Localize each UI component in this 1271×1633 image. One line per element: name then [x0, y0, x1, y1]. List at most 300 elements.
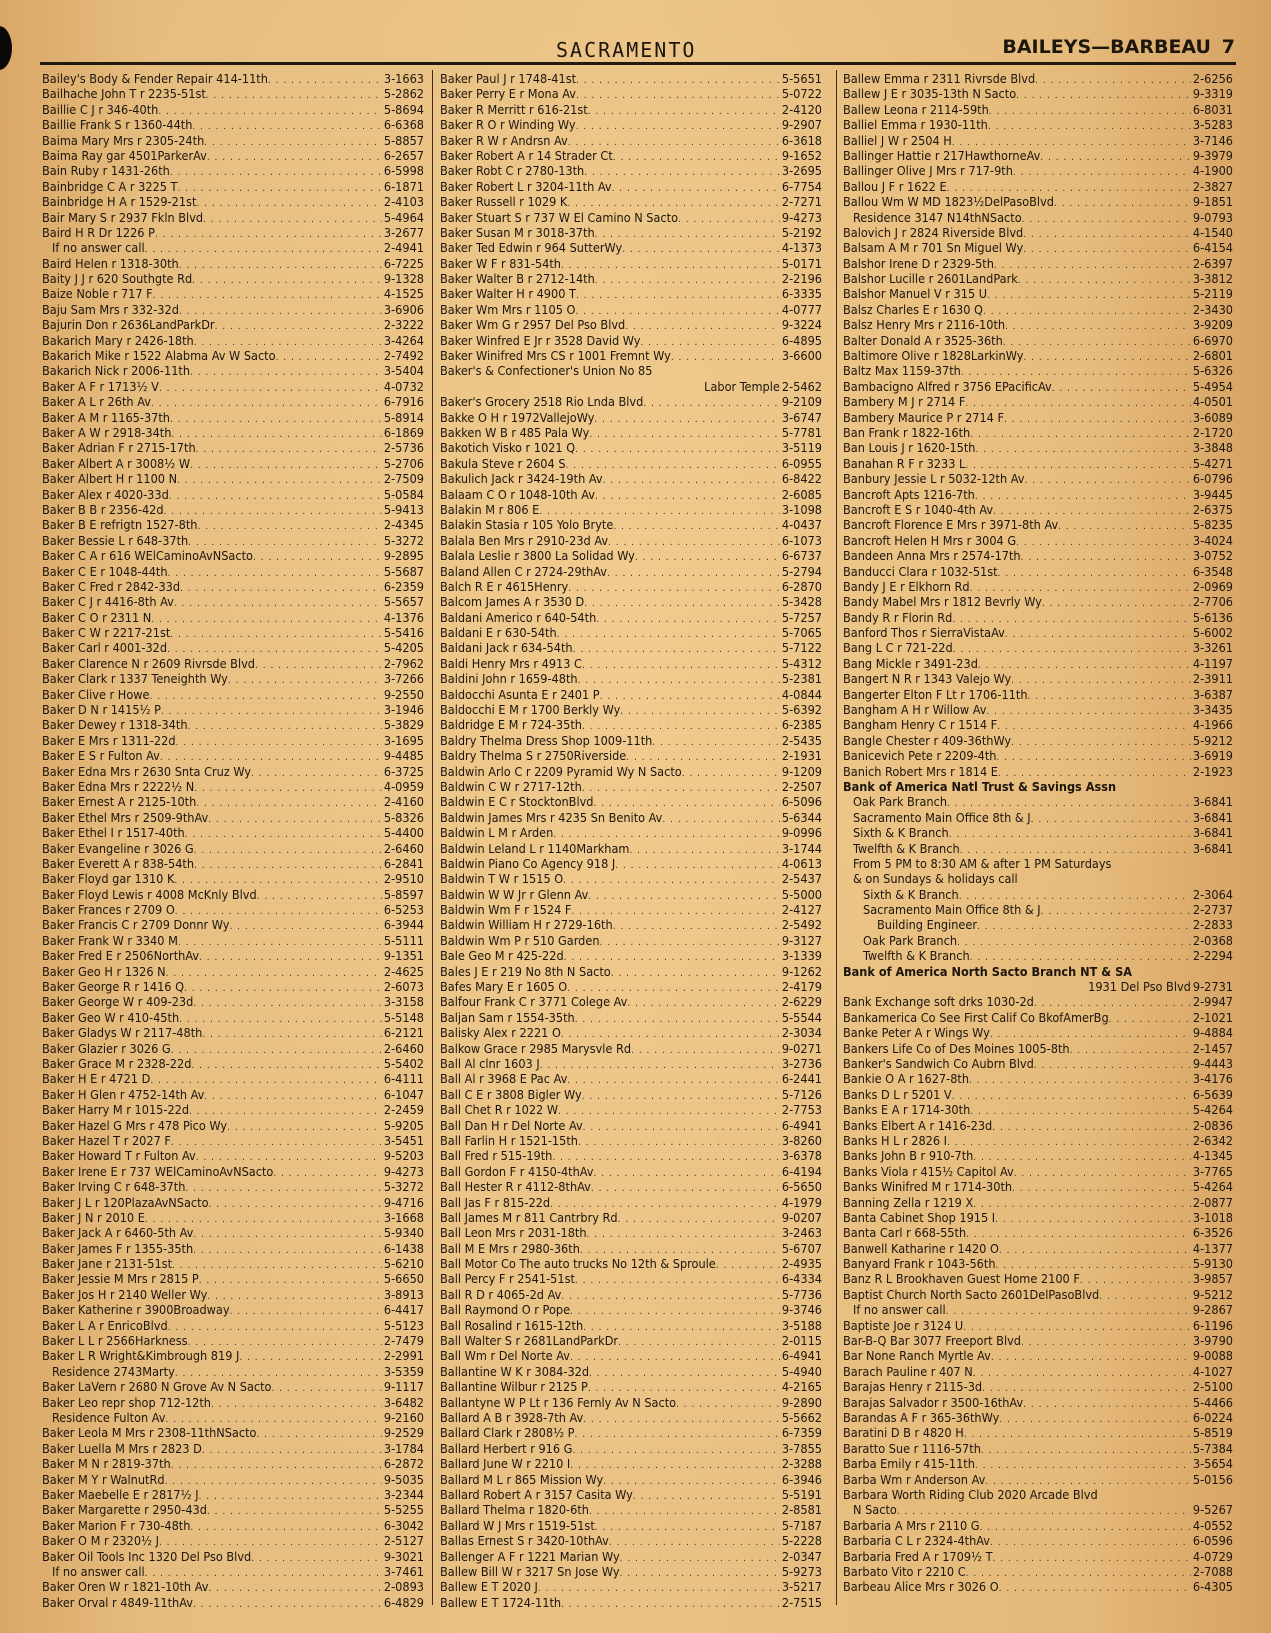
phone-number: 2-1457 [1192, 1040, 1233, 1056]
phone-number: 5-5000 [781, 886, 822, 902]
leader-dots [206, 86, 382, 101]
listing-name: Baker Katherine r 3900Broadway [42, 1302, 230, 1318]
listing-row [843, 194, 1233, 209]
listing-row [440, 1348, 822, 1363]
listing-column-1 [42, 71, 424, 1610]
leader-dots [587, 1225, 780, 1240]
listing-name: Baker Harry M r 1015-22d [42, 1102, 190, 1118]
listing-row [843, 1518, 1233, 1533]
guide-words: BAILEYS—BARBEAU [1002, 36, 1211, 58]
leader-dots [1070, 1041, 1191, 1056]
listing-row [843, 1195, 1233, 1210]
listing-name: Sixth & K Branch [853, 825, 949, 841]
leader-dots [949, 825, 1191, 840]
listing-row [42, 1195, 424, 1210]
leader-dots [1005, 317, 1191, 332]
listing-name: Baker C A r 616 WElCaminoAvNSacto [42, 548, 253, 564]
listing-name: Baker Susan M r 3018-37th [440, 224, 595, 240]
phone-number: 9-2907 [781, 117, 822, 133]
listing-name: Baker Ethel I r 1517-40th [42, 825, 185, 841]
listing-row [440, 256, 822, 271]
listing-name: Baker Clarence N r 2609 Rivrsde Blvd [42, 655, 256, 671]
phone-number: 6-4305 [1192, 1579, 1233, 1595]
listing-row [42, 902, 424, 917]
listing-name: Balakin Stasia r 105 Yolo Bryte [440, 517, 614, 533]
phone-number: 6-7916 [383, 394, 424, 410]
leader-dots [164, 502, 382, 517]
listing-row [843, 1425, 1233, 1440]
leader-dots [199, 1271, 382, 1286]
phone-number: 5-8914 [383, 409, 424, 425]
listing-row [440, 333, 822, 348]
phone-number: 6-5096 [781, 794, 822, 810]
listing-name: Bar None Ranch Myrtle Av [843, 1348, 991, 1364]
listing-row [440, 502, 822, 517]
listing-row [843, 733, 1233, 748]
listing-name: Baker Oil Tools Inc 1320 Del Pso Blvd [42, 1548, 252, 1564]
listing-name: Baker Carl r 4001-32d [42, 640, 168, 656]
listing-row [42, 1564, 424, 1579]
listing-row [440, 148, 822, 163]
phone-number: 3-1018 [1192, 1209, 1233, 1225]
leader-dots [1023, 240, 1191, 255]
phone-number: 9-2867 [1192, 1302, 1233, 1318]
leader-dots [145, 1564, 382, 1579]
listing-name: Baker Bessie L r 648-37th [42, 532, 189, 548]
leader-dots [203, 210, 382, 225]
listing-row [42, 517, 424, 532]
listing-name: Baldwin Arlo C r 2209 Pyramid Wy N Sacto [440, 763, 682, 779]
listing-row [42, 179, 424, 194]
phone-number: 2-1923 [1192, 763, 1233, 779]
listing-row [843, 286, 1233, 301]
listing-name: Baillie C J r 346-40th [42, 101, 159, 117]
phone-number: 4-1979 [781, 1194, 822, 1210]
phone-number: 5-4400 [383, 825, 424, 841]
listing-row [440, 1133, 822, 1148]
leader-dots [969, 1071, 1191, 1086]
leader-dots [145, 240, 382, 255]
leader-dots [652, 733, 780, 748]
phone-number: 2-3911 [1192, 671, 1233, 687]
listing-name: Bank of America Natl Trust & Savings Assn [843, 778, 1117, 794]
listing-name: Bainbridge H A r 1529-21st [42, 194, 197, 210]
leader-dots [952, 133, 1191, 148]
leader-dots [567, 979, 780, 994]
leader-dots [993, 1549, 1191, 1564]
listing-name: Baker Orval r 4849-11thAv [42, 1594, 193, 1610]
leader-dots [1003, 333, 1191, 348]
listing-name: Baker Winifred Mrs CS r 1001 Fremnt Wy [440, 348, 671, 364]
phone-number: 3-1668 [383, 1209, 424, 1225]
listing-name: Baker George W r 409-23d [42, 994, 194, 1010]
listing-row [843, 594, 1233, 609]
listing-row [42, 1287, 424, 1302]
listing-row [42, 256, 424, 271]
leader-dots [153, 286, 382, 301]
leader-dots [575, 1425, 780, 1440]
phone-number: 3-9445 [1192, 486, 1233, 502]
listing-row [440, 779, 822, 794]
listing-name: Bakarich Mike r 1522 Alabma Av W Sacto [42, 348, 276, 364]
listing-name: Banich Robert Mrs r 1814 E [843, 763, 998, 779]
phone-number: 2-5736 [383, 440, 424, 456]
phone-number: 2-5492 [781, 917, 822, 933]
phone-number: 2-6085 [781, 486, 822, 502]
listing-name: Baker H Glen r 4752-14th Av [42, 1086, 205, 1102]
phone-number: 6-3042 [383, 1517, 424, 1533]
listing-name: Baker Clive r Howe [42, 686, 150, 702]
leader-dots [997, 717, 1191, 732]
listing-row [843, 1441, 1233, 1456]
leader-dots [1054, 194, 1191, 209]
leader-dots [1012, 1179, 1191, 1194]
listing-name: Bankamerica Co See First Calif Co BkofAmerBg [843, 1009, 1109, 1025]
listing-name: Baldwin Wm F r 1524 F [440, 902, 572, 918]
leader-dots [615, 856, 780, 871]
listing-row [42, 1487, 424, 1502]
listing-row [440, 1041, 822, 1056]
phone-number: 2-6375 [1192, 501, 1233, 517]
listing-row [42, 1148, 424, 1163]
listing-name: Baker LaVern r 2680 N Grove Av N Sacto [42, 1379, 272, 1395]
listing-row [843, 1379, 1233, 1394]
leader-dots [196, 194, 381, 209]
leader-dots [171, 1041, 382, 1056]
phone-number: 5-7781 [781, 424, 822, 440]
leader-dots [171, 1456, 382, 1471]
listing-name: Ballard A B r 3928-7th Av [440, 1409, 584, 1425]
listing-name: Ballinger Olive J Mrs r 717-9th [843, 163, 1013, 179]
listing-row [42, 1395, 424, 1410]
listing-row [440, 1549, 822, 1564]
phone-number: 2-3222 [383, 317, 424, 333]
leader-dots [159, 1533, 382, 1548]
leader-dots [588, 1379, 780, 1394]
listing-row [42, 1379, 424, 1394]
phone-number: 6-4941 [781, 1117, 822, 1133]
phone-number: 5-4205 [383, 640, 424, 656]
phone-number: 3-7146 [1192, 132, 1233, 148]
listing-name: Baker Edna Mrs r 2222½ N [42, 778, 195, 794]
listing-row [42, 548, 424, 563]
listing-name: Ball Farlin H r 1521-15th [440, 1132, 578, 1148]
phone-number: 5-7384 [1192, 1440, 1233, 1456]
listing-name: Baptist Church North Sacto 2601DelPasoBlvd [843, 1286, 1100, 1302]
listing-row [42, 933, 424, 948]
listing-name: Baker Marion F r 730-48th [42, 1517, 191, 1533]
leader-dots [1018, 271, 1191, 286]
phone-number: 6-2872 [383, 1456, 424, 1472]
leader-dots [966, 1225, 1191, 1240]
phone-number: 5-8857 [383, 132, 424, 148]
listing-row [440, 1472, 822, 1487]
phone-number: 5-2228 [781, 1533, 822, 1549]
listing-row [440, 1364, 822, 1379]
leader-dots [570, 1348, 780, 1363]
leader-dots [988, 117, 1191, 132]
leader-dots [622, 240, 780, 255]
leader-dots [159, 379, 382, 394]
listing-name: From 5 PM to 8:30 AM & after 1 PM Saturdays [853, 855, 1112, 871]
leader-dots [192, 271, 382, 286]
phone-number: 3-2695 [781, 163, 822, 179]
phone-number: 6-8031 [1192, 101, 1233, 117]
listing-row [843, 240, 1233, 255]
listing-name: Baker Fred E r 2506NorthAv [42, 948, 200, 964]
listing-row [843, 425, 1233, 440]
listing-name: Baker C E r 1048-44th [42, 563, 168, 579]
listing-row [843, 933, 1233, 948]
listing-row [440, 902, 822, 917]
listing-name: Bang Mickle r 3491-23d [843, 655, 978, 671]
listing-name: Barba Emily r 415-11th [843, 1456, 975, 1472]
listing-name: Bandeen Anna Mrs r 2574-17th [843, 548, 1021, 564]
phone-number: 5-5544 [781, 1009, 822, 1025]
listing-name: Baker Winfred E Jr r 3528 David Wy [440, 332, 641, 348]
phone-number: 4-0437 [781, 517, 822, 533]
listing-row [843, 271, 1233, 286]
listing-name: Baratto Sue r 1116-57th [843, 1440, 981, 1456]
listing-name: Barajas Salvador r 3500-16thAv [843, 1394, 1024, 1410]
listing-row [440, 1425, 822, 1440]
listing-row [843, 548, 1233, 563]
phone-number: 2-0877 [1192, 1194, 1233, 1210]
phone-number: 5-6344 [781, 809, 822, 825]
column-divider [432, 70, 433, 1605]
leader-dots [168, 1318, 382, 1333]
listing-name: Sacramento Main Office 8th & J [853, 809, 1031, 825]
leader-dots [573, 640, 780, 655]
listing-name: Bailey's Body & Fender Repair 414-11th [42, 71, 268, 86]
listing-row [440, 1379, 822, 1394]
listing-row [42, 1410, 424, 1425]
listing-name: Banks John B r 910-7th [843, 1148, 974, 1164]
listing-name: Baker D N r 1415½ P [42, 702, 161, 718]
listing-name: Balch R E r 4615Henry [440, 578, 569, 594]
leader-dots [1041, 902, 1191, 917]
phone-number: 3-6841 [1192, 825, 1233, 841]
listing-row [42, 1364, 424, 1379]
listing-name: Baker A F r 1713½ V [42, 378, 159, 394]
listing-name: Baker Irene E r 737 WElCaminoAvNSacto [42, 1163, 274, 1179]
phone-number: 3-3812 [1192, 271, 1233, 287]
phone-number: 5-4264 [1192, 1179, 1233, 1195]
listing-name: Baker R O r Winding Wy [440, 117, 576, 133]
listing-name: Baldridge E M r 724-35th [440, 717, 582, 733]
leader-dots [1099, 1287, 1191, 1302]
listing-row [42, 425, 424, 440]
listing-row [42, 794, 424, 809]
leader-dots [166, 1410, 382, 1425]
listing-row [843, 1087, 1233, 1102]
listing-name: Baker E Mrs r 1311-22d [42, 732, 176, 748]
listing-name: Baker Robert L r 3204-11th Av [440, 178, 612, 194]
listing-row [440, 379, 822, 394]
listing-name: Bambacigno Alfred r 3756 EPacificAv [843, 378, 1052, 394]
listing-name: Baker Oren W r 1821-10th Av [42, 1579, 209, 1595]
leader-dots [952, 610, 1191, 625]
phone-number: 2-2196 [781, 271, 822, 287]
phone-number: 3-5188 [781, 1317, 822, 1333]
phone-number: 5-6650 [383, 1271, 424, 1287]
listing-name: Baker J L r 120PlazaAvNSacto [42, 1194, 209, 1210]
listing-name: Ball Raymond O r Pope [440, 1302, 571, 1318]
listing-row [42, 1595, 424, 1610]
listing-name: Bankers Life Co of Des Moines 1005-8th [843, 1040, 1070, 1056]
listing-name: Bandy Mabel Mrs r 1812 Bevrly Wy [843, 594, 1042, 610]
listing-row [440, 1241, 822, 1256]
listing-row [843, 810, 1233, 825]
listing-row [440, 917, 822, 932]
listing-name: Baker A M r 1165-37th [42, 409, 170, 425]
phone-number: 5-9205 [383, 1117, 424, 1133]
listing-name: Baldry Thelma S r 2750Riverside [440, 748, 627, 764]
listing-name: Bangerter Elton F Lt r 1706-11th [843, 686, 1028, 702]
phone-number: 9-4273 [781, 209, 822, 225]
leader-dots [589, 1502, 780, 1517]
leader-dots [973, 1364, 1191, 1379]
phone-number: 2-0347 [781, 1548, 822, 1564]
leader-dots [576, 117, 780, 132]
listing-row [440, 1256, 822, 1271]
listing-row [42, 225, 424, 240]
phone-number: 4-0844 [781, 686, 822, 702]
listing-row [42, 394, 424, 409]
listing-name: Balliel Emma r 1930-11th [843, 117, 988, 133]
listing-name: Baker Everett A r 838-54th [42, 855, 195, 871]
listing-row [843, 1318, 1233, 1333]
listing-row [843, 1549, 1233, 1564]
listing-name: Bandy J E r Elkhorn Rd [843, 578, 970, 594]
listing-name: Residence 3147 N14thNSacto [853, 209, 1022, 225]
listing-name: Barandas A F r 365-36thWy [843, 1409, 1000, 1425]
listing-name: Banks Viola r 415½ Capitol Av [843, 1163, 1014, 1179]
listing-row [843, 256, 1233, 271]
phone-number: 4-0959 [383, 778, 424, 794]
leader-dots [591, 1179, 780, 1194]
listing-name: Baker B E refrigtn 1527-8th [42, 517, 198, 533]
listing-row [42, 1010, 424, 1025]
phone-number: 6-4111 [383, 1071, 424, 1087]
phone-number: 2-4127 [781, 902, 822, 918]
phone-number: 5-7187 [781, 1517, 822, 1533]
listing-name: Ball Chet R r 1022 W [440, 1102, 559, 1118]
phone-number: 9-1351 [383, 948, 424, 964]
listing-row [440, 471, 822, 486]
listing-name: Banta Cabinet Shop 1915 I [843, 1209, 996, 1225]
listing-row [440, 1533, 822, 1548]
listing-row [42, 148, 424, 163]
leader-dots [992, 1118, 1191, 1133]
leader-dots [170, 163, 382, 178]
phone-number: 2-0893 [383, 1579, 424, 1595]
listing-row [843, 225, 1233, 240]
listing-row [42, 656, 424, 671]
phone-number: 5-3829 [383, 717, 424, 733]
leader-dots [194, 856, 382, 871]
leader-dots [188, 533, 382, 548]
listing-name: Baker Albert A r 3008½ W [42, 455, 191, 471]
leader-dots [1042, 594, 1191, 609]
listing-row [440, 163, 822, 178]
listing-row [42, 1225, 424, 1240]
listing-name: Barbaria A Mrs r 2110 G [843, 1517, 980, 1533]
listing-name: Banks Elbert A r 1416-23d [843, 1117, 993, 1133]
listing-name: If no answer call [853, 1302, 946, 1318]
listing-row [42, 102, 424, 117]
phone-number: 6-5253 [383, 902, 424, 918]
leader-dots [1040, 148, 1191, 163]
listing-row [440, 363, 822, 378]
listing-row [843, 1225, 1233, 1240]
listing-row [843, 687, 1233, 702]
phone-number: 3-8913 [383, 1286, 424, 1302]
phone-number: 3-5451 [383, 1132, 424, 1148]
phone-number: 3-6600 [781, 348, 822, 364]
listing-row [440, 610, 822, 625]
leader-dots [268, 71, 382, 86]
phone-number: 4-1966 [1192, 717, 1233, 733]
leader-dots [193, 1225, 381, 1240]
leader-dots [678, 210, 780, 225]
leader-dots [1011, 671, 1191, 686]
phone-number: 9-2529 [383, 1425, 424, 1441]
phone-number: 6-1871 [383, 178, 424, 194]
listing-name: Balakin M r 806 E [440, 501, 540, 517]
listing-name: Balsz Henry Mrs r 2116-10th [843, 317, 1006, 333]
listing-row [42, 1133, 424, 1148]
leader-dots [197, 517, 381, 532]
listing-name: Baker Frances r 2709 O [42, 902, 175, 918]
listing-row [440, 1579, 822, 1594]
listing-name: Baker O M r 2320½ J [42, 1533, 159, 1549]
leader-dots [177, 471, 382, 486]
listing-name: Bair Mary S r 2937 Fkln Blvd [42, 209, 204, 225]
leader-dots [175, 902, 382, 917]
leader-dots [994, 256, 1191, 271]
phone-number: 5-5662 [781, 1409, 822, 1425]
listing-row [440, 194, 822, 209]
leader-dots [993, 502, 1191, 517]
listing-row [42, 748, 424, 763]
leader-dots [251, 1549, 382, 1564]
leader-dots [165, 1472, 382, 1487]
leader-dots [1025, 471, 1191, 486]
phone-number: 2-0836 [1192, 1117, 1233, 1133]
phone-number: 2-0115 [781, 1333, 822, 1349]
listing-row [42, 1456, 424, 1471]
listing-name: Residence Fulton Av [52, 1409, 166, 1425]
phone-number: 4-1027 [1192, 1363, 1233, 1379]
phone-number: 2-5100 [1192, 1379, 1233, 1395]
leader-dots [207, 1287, 382, 1302]
phone-number: 2-7753 [781, 1102, 822, 1118]
listing-name: Ball Al r 3968 E Pac Av [440, 1071, 568, 1087]
leader-dots [583, 1410, 780, 1425]
listing-row [42, 533, 424, 548]
leader-dots [151, 394, 382, 409]
leader-dots [620, 1549, 780, 1564]
listing-row [440, 240, 822, 255]
listing-name: Bakarich Mary r 2426-18th [42, 332, 194, 348]
listing-row [440, 71, 822, 86]
listing-name: Residence 2743Marty [52, 1363, 175, 1379]
leader-dots [613, 517, 780, 532]
listing-row [42, 1302, 424, 1317]
listing-name: Bales J E r 219 No 8th N Sacto [440, 963, 611, 979]
listing-row [440, 964, 822, 979]
